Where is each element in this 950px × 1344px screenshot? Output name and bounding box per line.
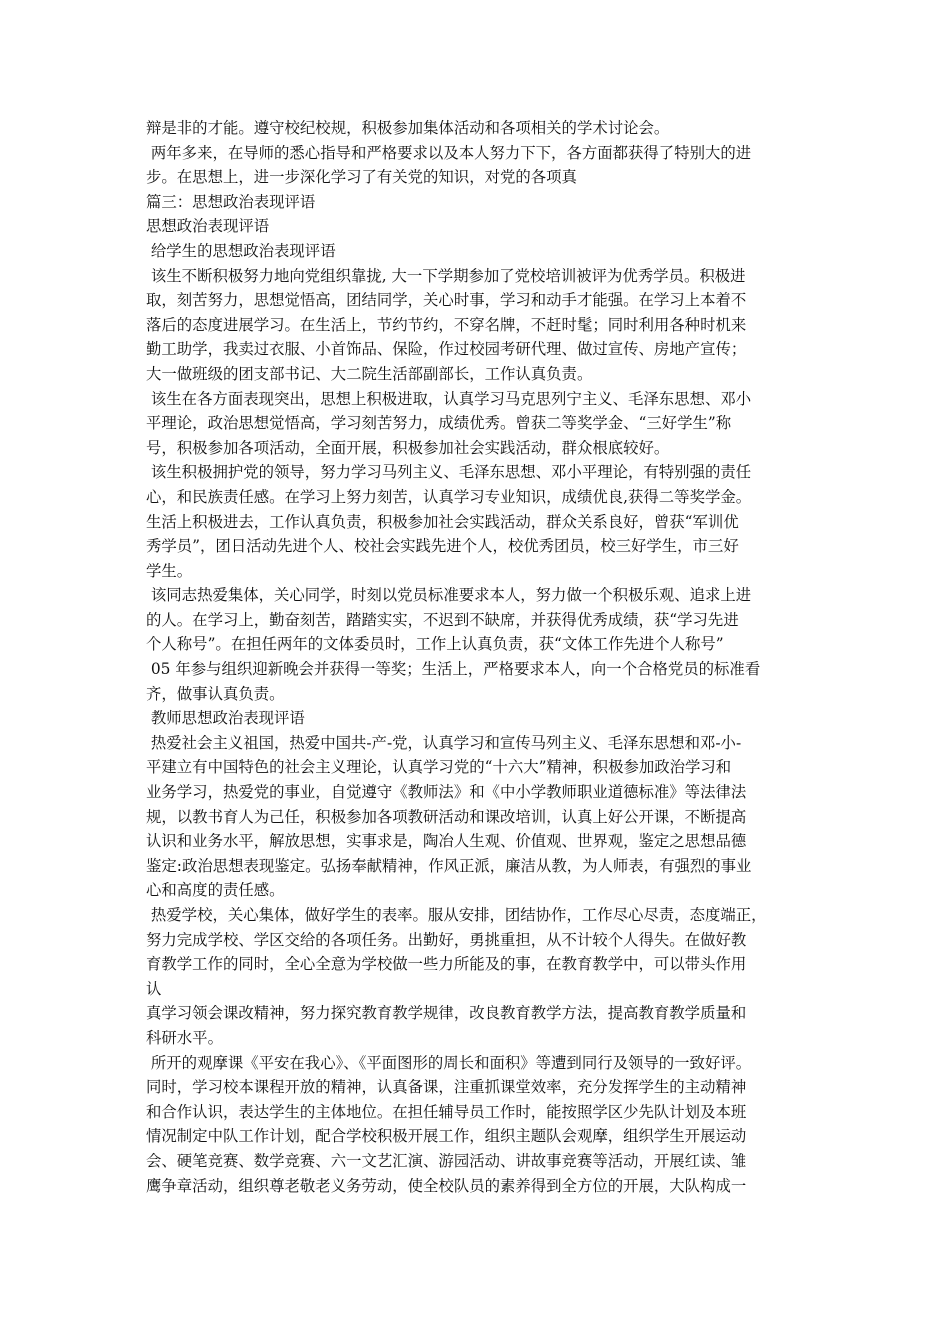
- text-line: 大一做班级的团支部书记、大二院生活部副部长，工作认真负责。: [146, 364, 593, 383]
- text-line: 育教学工作的同时，全心全意为学校做一些力所能及的事，在教育教学中，可以带头作用: [146, 955, 747, 974]
- text-line: 给学生的思想政治表现评语: [146, 241, 336, 260]
- text-line: 和合作认识，表达学生的主体地位。在担任辅导员工作时，能按照学区少先队计划及本班: [146, 1102, 747, 1121]
- text-line: 该同志热爱集体，关心同学，时刻以党员标准要求本人，努力做一个积极乐观、追求上进: [146, 586, 752, 605]
- text-line: 心，和民族责任感。在学习上努力刻苦，认真学习专业知识，成绩优良,获得二等奖学金。: [146, 487, 752, 506]
- text-line: 平理论，政治思想觉悟高，学习刻苦努力，成绩优秀。曾获二等奖学金、“三好学生”称: [146, 414, 732, 433]
- text-line: 步。在思想上，进一步深化学习了有关党的知识，对党的各项真: [146, 168, 577, 187]
- text-line: 所开的观摩课《平安在我心》、《平面图形的周长和面积》等遭到同行及领导的一致好评。: [146, 1053, 752, 1072]
- text-line: 取，刻苦努力，思想觉悟高，团结同学，关心时事，学习和动手才能强。在学习上本着不: [146, 291, 747, 310]
- text-line: 科研水平。: [146, 1028, 223, 1047]
- text-line: 努力完成学校、学区交给的各项任务。出勤好，勇挑重担，从不计较个人得失。在做好教: [146, 930, 747, 949]
- text-line: 落后的态度进展学习。在生活上，节约节约，不穿名牌，不赶时髦；同时利用各种时机来: [146, 315, 747, 334]
- text-line: 辩是非的才能。遵守校纪校规，积极参加集体活动和各项相关的学术讨论会。: [146, 119, 670, 137]
- document-body: [146, 116, 826, 1198]
- text-line: 认: [146, 979, 162, 998]
- text-line: 思想政治表现评语: [146, 217, 270, 236]
- text-line: 该生积极拥护党的领导，努力学习马列主义、毛泽东思想、邓小平理论，有特别强的责任: [146, 463, 752, 482]
- text-line: 热爱社会主义祖国，热爱中国共-产-党，认真学习和宣传马列主义、毛泽东思想和邓-小-: [146, 733, 742, 752]
- text-line: 真学习领会课改精神，努力探究教育教学规律，改良教育教学方法，提高教育教学质量和: [146, 1004, 747, 1023]
- text-line: 认识和业务水平，解放思想，实事求是，陶冶人生观、价值观、世界观，鉴定之思想品德: [146, 832, 747, 851]
- text-line: 号，积极参加各项活动，全面开展，积极参加社会实践活动，群众根底较好。: [146, 438, 670, 457]
- text-line: 个人称号”。在担任两年的文体委员时，工作上认真负责，获“文体工作先进个人称号”: [146, 635, 724, 654]
- text-line: 会、硬笔竞赛、数学竞赛、六一文艺汇演、游园活动、讲故事竞赛等活动，开展红读、雏: [146, 1151, 747, 1170]
- text-line: 平建立有中国特色的社会主义理论，认真学习党的“十六大”精神，积极参加政治学习和: [146, 758, 732, 777]
- text-line: 心和高度的责任感。: [146, 881, 285, 900]
- text-line: 鉴定:政治思想表现鉴定。弘扬奉献精神，作风正派，廉洁从教，为人师表，有强烈的事业: [146, 856, 752, 875]
- text-line: 热爱学校，关心集体，做好学生的表率。服从安排，团结协作，工作尽心尽责，态度端正，: [146, 906, 767, 924]
- text-line: 勤工助学，我卖过衣服、小首饰品、保险，作过校园考研代理、做过宣传、房地产宣传；: [146, 340, 747, 359]
- text-line: 该生不断积极努力地向党组织靠拢, 大一下学期参加了党校培训被评为优秀学员。积极进: [146, 266, 746, 285]
- text-line: 的人。在学习上，勤奋刻苦，踏踏实实，不迟到不缺席，并获得优秀成绩，获“学习先进: [146, 610, 739, 629]
- text-line: 鹰争章活动，组织尊老敬老义务劳动，使全校队员的素养得到全方位的开展，大队构成一: [146, 1176, 747, 1195]
- text-line: 篇三：思想政治表现评语: [146, 192, 316, 211]
- text-line: 教师思想政治表现评语: [146, 709, 305, 728]
- text-line: 齐，做事认真负责。: [146, 684, 285, 703]
- text-line: 秀学员”，团日活动先进个人、校社会实践先进个人，校优秀团员，校三好学生，市三好: [146, 537, 739, 556]
- text-line: 规，以教书育人为己任，积极参加各项教研活动和课改培训，认真上好公开课，不断提高: [146, 807, 747, 826]
- text-line: 同时，学习校本课程开放的精神，认真备课，注重抓课堂效率，充分发挥学生的主动精神: [146, 1078, 747, 1097]
- text-line: 情况制定中队工作计划，配合学校积极开展工作，组织主题队会观摩，组织学生开展运动: [146, 1127, 747, 1146]
- text-line: 该生在各方面表现突出，思想上积极进取，认真学习马克思列宁主义、毛泽东思想、邓小: [146, 389, 752, 408]
- text-line: 学生。: [146, 561, 193, 580]
- text-line: 业务学习，热爱党的事业，自觉遵守《教师法》和《中小学教师职业道德标准》等法律法: [146, 783, 747, 802]
- text-line: 生活上积极进去，工作认真负责，积极参加社会实践活动，群众关系良好，曾获“军训优: [146, 512, 739, 531]
- text-line: 05 年参与组织迎新晚会并获得一等奖；生活上，严格要求本人，向一个合格党员的标准看: [146, 660, 761, 679]
- text-line: 两年多来，在导师的悉心指导和严格要求以及本人努力下下，各方面都获得了特别大的进: [146, 143, 752, 162]
